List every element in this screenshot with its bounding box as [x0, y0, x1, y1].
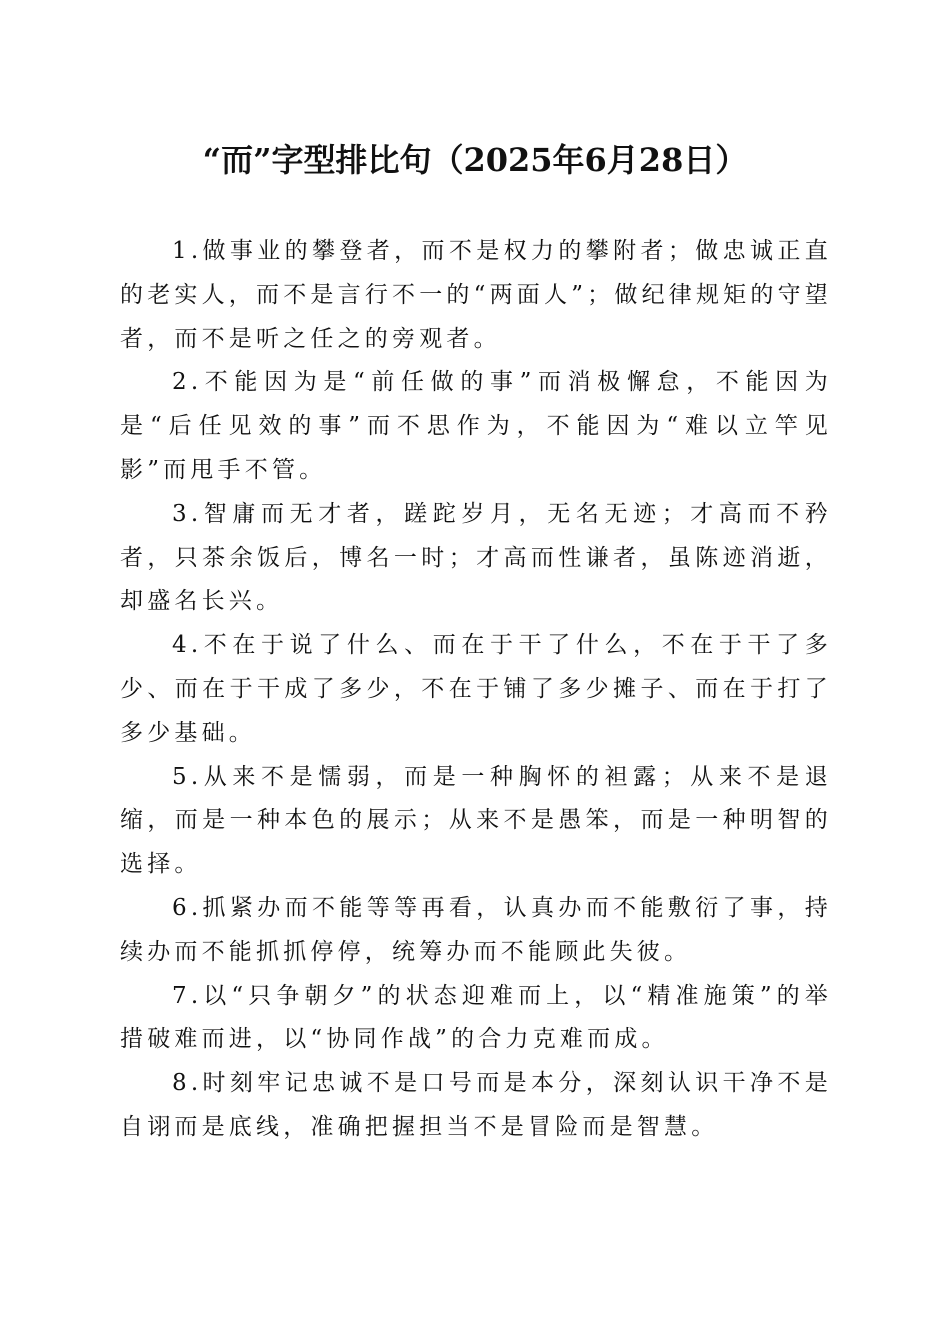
paragraph-7: 7.以“只争朝夕”的状态迎难而上，以“精准施策”的举措破难而进，以“协同作战”的合力克难而成。	[120, 982, 832, 1053]
document-body	[120, 230, 832, 1150]
paragraph-3: 3.智庸而无才者，蹉跎岁月，无名无迹；才高而不矜者，只茶余饭后，博名一时；才高而性谦者，虽陈迹消逝，却盛名长兴。	[120, 500, 832, 615]
paragraph-2: 2.不能因为是“前任做的事”而消极懈怠，不能因为是“后任见效的事”而不思作为，不能因为“难以立竿见影”而甩手不管。	[120, 369, 832, 483]
document-title: “而”字型排比句（2025年6月28日）	[202, 141, 748, 179]
paragraph-8: 8.时刻牢记忠诚不是口号而是本分，深刻认识干净不是自诩而是底线，准确把握担当不是冒险而是智慧。	[120, 1070, 832, 1140]
paragraph-4: 4.不在于说了什么、而在于干了什么，不在于干了多少、而在于干成了多少，不在于铺了多少摊子、而在于打了多少基础。	[120, 632, 832, 746]
paragraph-6: 6.抓紧办而不能等等再看，认真办而不能敷衍了事，持续办而不能抓抓停停，统筹办而不能顾此失彼。	[120, 894, 832, 965]
paragraph-1: 1.做事业的攀登者，而不是权力的攀附者；做忠诚正直的老实人，而不是言行不一的“两面人”；做纪律规矩的守望者，而不是听之任之的旁观者。	[120, 238, 832, 352]
paragraph-5: 5.从来不是懦弱，而是一种胸怀的袒露；从来不是退缩，而是一种本色的展示；从来不是愚笨，而是一种明智的选择。	[120, 763, 832, 878]
